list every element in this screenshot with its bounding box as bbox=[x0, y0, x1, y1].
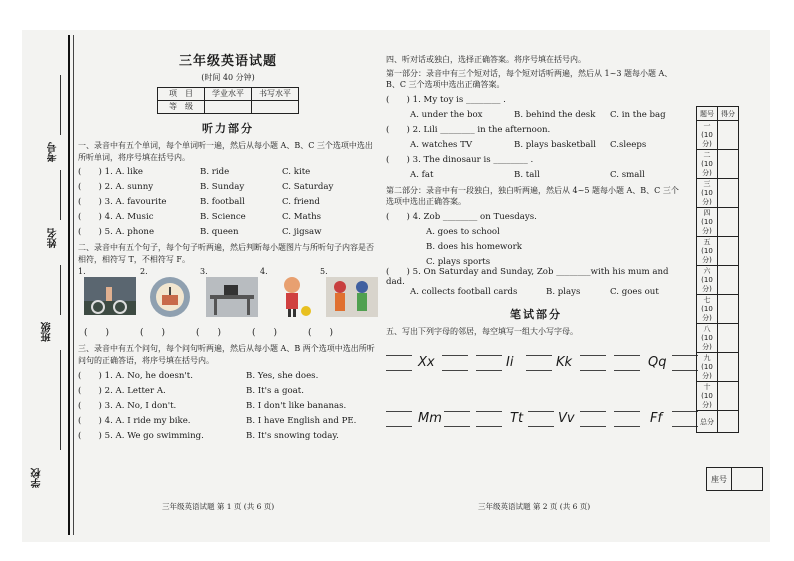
option-c: C. kite bbox=[282, 167, 311, 178]
score-cell[interactable] bbox=[718, 208, 739, 237]
letter-blank[interactable] bbox=[526, 355, 552, 371]
option-a: ( ) 3. A. favourite bbox=[78, 197, 167, 208]
option-b: B. tall bbox=[514, 169, 540, 180]
letter-blank[interactable] bbox=[442, 355, 468, 371]
q4-stem[interactable]: ( ) 4. Zob ________ on Tuesdays. bbox=[386, 212, 537, 223]
q5-letters bbox=[386, 339, 686, 449]
q5-instruction: 五、写出下列字母的邻居，每空填写一组大小写字母。 bbox=[386, 326, 578, 336]
letter-blank[interactable] bbox=[580, 355, 606, 371]
seat-table bbox=[706, 467, 763, 491]
score-row-label: 三 (10 分) bbox=[697, 179, 718, 208]
page-one bbox=[78, 48, 378, 444]
pic-number: 3. bbox=[200, 267, 208, 277]
option-a: ( ) 4. A. Music bbox=[78, 212, 154, 223]
score-cell[interactable] bbox=[718, 295, 739, 324]
option-b: B. Sunday bbox=[200, 182, 245, 193]
letter-blank[interactable] bbox=[476, 355, 502, 371]
ride-bike-picture bbox=[84, 273, 136, 319]
pic-number: 2. bbox=[140, 267, 148, 277]
q4-options bbox=[386, 168, 686, 183]
letter-vv: Vv bbox=[558, 411, 575, 427]
option-a: A. under the box bbox=[410, 109, 483, 120]
q1-item[interactable] bbox=[78, 195, 378, 210]
option-b: B. Yes, she does. bbox=[246, 370, 319, 381]
letter-blank[interactable] bbox=[672, 355, 698, 371]
option-c: C. friend bbox=[282, 197, 320, 208]
score-header: 得分 bbox=[718, 107, 739, 121]
q1-item[interactable] bbox=[78, 180, 378, 195]
option-c: C. plays sports bbox=[426, 257, 491, 268]
option-b: B. It's snowing today. bbox=[246, 430, 339, 441]
name-line bbox=[60, 170, 61, 220]
kaohao-label: 考号 bbox=[48, 142, 59, 162]
option-a: ( ) 5. A. phone bbox=[78, 227, 155, 238]
score-row-label: 十 (10 分) bbox=[697, 382, 718, 411]
option-c: C. Maths bbox=[282, 212, 322, 223]
score-total-cell[interactable] bbox=[718, 411, 739, 433]
score-row-label: 七 (10 分) bbox=[697, 295, 718, 324]
score-cell[interactable] bbox=[718, 353, 739, 382]
letter-blank[interactable] bbox=[614, 355, 640, 371]
score-row-label: 九 (10 分) bbox=[697, 353, 718, 382]
option-c: C. goes out bbox=[610, 287, 659, 298]
option-a: ( ) 3. A. No, I don't. bbox=[78, 400, 177, 411]
letter-blank[interactable] bbox=[672, 411, 698, 427]
option-c: C. jigsaw bbox=[282, 227, 322, 238]
score-row-label: 四 (10 分) bbox=[697, 208, 718, 237]
option-c: C. in the bag bbox=[610, 109, 666, 120]
option-a: ( ) 2. A. Letter A. bbox=[78, 385, 166, 396]
level-table-cell: 学业水平 bbox=[205, 88, 252, 101]
score-header: 题号 bbox=[697, 107, 718, 121]
score-row-label: 一 (10 分) bbox=[697, 121, 718, 150]
q3-instruction: 三、录音中有五个问句，每个问句听两遍，然后从每小题 A、B 两个选项中选出所听问句的正确答语，将序号填在括号内。 bbox=[78, 344, 375, 365]
score-row-label: 八 (10 分) bbox=[697, 324, 718, 353]
q2-answer-row bbox=[78, 325, 378, 341]
option-b: B. ride bbox=[200, 167, 230, 178]
score-row-label: 五 (10 分) bbox=[697, 237, 718, 266]
option-c: C.sleeps bbox=[610, 139, 647, 150]
letter-ff: Ff bbox=[650, 411, 663, 427]
letter-blank[interactable] bbox=[614, 411, 640, 427]
answer-paren[interactable]: ( ) bbox=[252, 327, 278, 338]
option-b: B. plays bbox=[546, 287, 581, 298]
score-cell[interactable] bbox=[718, 150, 739, 179]
option-b: B. behind the desk bbox=[514, 109, 596, 120]
kaohao-line bbox=[60, 75, 61, 135]
score-cell[interactable] bbox=[718, 121, 739, 150]
score-total-label: 总分 bbox=[697, 411, 718, 433]
option-a: A. fat bbox=[410, 169, 434, 180]
q3-item[interactable] bbox=[78, 429, 378, 444]
exam-time: (时间 40 分钟) bbox=[201, 73, 255, 83]
option-c: C. Saturday bbox=[282, 182, 334, 193]
answer-paren[interactable]: ( ) bbox=[308, 327, 334, 338]
option-c: C. small bbox=[610, 169, 645, 180]
score-cell[interactable] bbox=[718, 237, 739, 266]
q3-item[interactable] bbox=[78, 369, 378, 384]
option-b: B. I don't like bananas. bbox=[246, 400, 347, 411]
letter-blank[interactable] bbox=[444, 411, 470, 427]
score-cell[interactable] bbox=[718, 324, 739, 353]
option-a: ( ) 4. A. I ride my bike. bbox=[78, 415, 191, 426]
q4-options bbox=[386, 285, 686, 300]
q1-item[interactable] bbox=[78, 165, 378, 180]
page-two-footer: 三年级英语试题 第 2 页 (共 6 页) bbox=[478, 502, 591, 511]
option-a: A. watches TV bbox=[410, 139, 473, 150]
letter-blank[interactable] bbox=[386, 355, 412, 371]
q1-instruction: 一、录音中有五个单词，每个单词听一遍，然后从每小题 A、B、C 三个选项中选出所听单词，将序号填在括号内。 bbox=[78, 141, 373, 162]
q2-pictures bbox=[78, 267, 378, 325]
level-table-cell[interactable] bbox=[205, 101, 252, 114]
children-picture bbox=[326, 273, 378, 319]
letter-blank[interactable] bbox=[528, 411, 554, 427]
section-written: 笔试部分 bbox=[510, 307, 562, 321]
school-label: 学校 bbox=[32, 468, 43, 488]
option-b: B. It's a goat. bbox=[246, 385, 304, 396]
option-a: A. goes to school bbox=[426, 227, 500, 238]
binding-line bbox=[68, 35, 70, 535]
school-line bbox=[60, 350, 61, 450]
letter-blank[interactable] bbox=[476, 411, 502, 427]
level-table-cell: 书写水平 bbox=[252, 88, 299, 101]
q1-item[interactable] bbox=[78, 210, 378, 225]
pic-number: 5. bbox=[320, 267, 328, 277]
q1-item[interactable] bbox=[78, 225, 378, 240]
option-a: ( ) 5. A. We go swimming. bbox=[78, 430, 204, 441]
seat-label: 座号 bbox=[707, 468, 732, 491]
letter-qq: Qq bbox=[648, 355, 667, 371]
answer-paren[interactable]: ( ) bbox=[140, 327, 166, 338]
q3-item[interactable] bbox=[78, 414, 378, 429]
letter-xx: Xx bbox=[418, 355, 435, 371]
option-b: B. Science bbox=[200, 212, 246, 223]
letter-ii: Ii bbox=[506, 355, 514, 371]
option-a: A. collects football cards bbox=[410, 287, 518, 298]
q4-options bbox=[386, 108, 686, 123]
score-row-label: 六 (10 分) bbox=[697, 266, 718, 295]
option-a: ( ) 1. A. like bbox=[78, 167, 144, 178]
class-line bbox=[60, 265, 61, 315]
desk-picture bbox=[206, 273, 258, 319]
q4-options bbox=[386, 138, 686, 153]
pic-number: 4. bbox=[260, 267, 268, 277]
q4-stem[interactable]: ( ) 5. On Saturday and Sunday, Zob ________with his mum and dad. bbox=[386, 266, 669, 288]
q2-instruction: 二、录音中有五个句子，每个句子听两遍，然后判断每小题图片与所听句子内容是否相符，相符写 T，不相符写 F。 bbox=[78, 243, 374, 264]
q4-part1: 第一部分：录音中有三个短对话，每个短对话听两遍，然后从 1~3 题每小题 A、B、C 三个选项中选出正确答案。 bbox=[386, 68, 673, 90]
letter-mm: Mm bbox=[418, 411, 442, 427]
q4-stem[interactable]: ( ) 2. Lili ________ in the afternoon. bbox=[386, 124, 551, 135]
binding-line-inner bbox=[73, 35, 74, 535]
q4-part2: 第二部分：录音中有一段独白，独白听两遍，然后从 4~5 题每小题 A、B、C 三个选项中选出正确答案。 bbox=[386, 185, 679, 207]
class-label: 班级 bbox=[42, 322, 53, 342]
cake-picture bbox=[144, 273, 196, 319]
level-table-cell: 等 级 bbox=[158, 101, 205, 114]
option-b: B. does his homework bbox=[426, 242, 522, 253]
seat-cell[interactable] bbox=[732, 468, 763, 491]
q3-item[interactable] bbox=[78, 384, 378, 399]
name-label: 姓名 bbox=[48, 228, 59, 248]
answer-paren[interactable]: ( ) bbox=[196, 327, 222, 338]
answer-paren[interactable]: ( ) bbox=[84, 327, 110, 338]
q3-item[interactable] bbox=[78, 399, 378, 414]
letter-kk: Kk bbox=[556, 355, 573, 371]
option-a: ( ) 1. A. No, he doesn't. bbox=[78, 370, 193, 381]
score-cell[interactable] bbox=[718, 382, 739, 411]
letter-blank[interactable] bbox=[580, 411, 606, 427]
option-b: B. I have English and PE. bbox=[246, 415, 357, 426]
level-table-cell[interactable] bbox=[252, 101, 299, 114]
q4-stem[interactable]: ( ) 1. My toy is ________ . bbox=[386, 94, 506, 105]
pic-number: 1. bbox=[78, 267, 86, 277]
letter-blank[interactable] bbox=[386, 411, 412, 427]
q4-instruction: 四、听对话或独白，选择正确答案。将序号填在括号内。 bbox=[386, 55, 586, 64]
section-listening: 听力部分 bbox=[202, 122, 254, 136]
option-a: ( ) 2. A. sunny bbox=[78, 182, 154, 193]
option-b: B. football bbox=[200, 197, 245, 208]
letter-tt: Tt bbox=[510, 411, 524, 427]
option-b: B. queen bbox=[200, 227, 239, 238]
option-b: B. plays basketball bbox=[514, 139, 597, 150]
level-table bbox=[157, 87, 299, 114]
level-table-cell: 项 目 bbox=[158, 88, 205, 101]
q4-stem[interactable]: ( ) 3. The dinosaur is ________ . bbox=[386, 154, 534, 165]
page-two bbox=[386, 52, 686, 449]
girl-picture bbox=[266, 273, 318, 319]
page-one-footer: 三年级英语试题 第 1 页 (共 6 页) bbox=[162, 502, 275, 511]
score-cell[interactable] bbox=[718, 266, 739, 295]
score-cell[interactable] bbox=[718, 179, 739, 208]
score-table bbox=[696, 106, 739, 433]
score-row-label: 二 (10 分) bbox=[697, 150, 718, 179]
exam-title: 三年级英语试题 bbox=[178, 54, 277, 69]
